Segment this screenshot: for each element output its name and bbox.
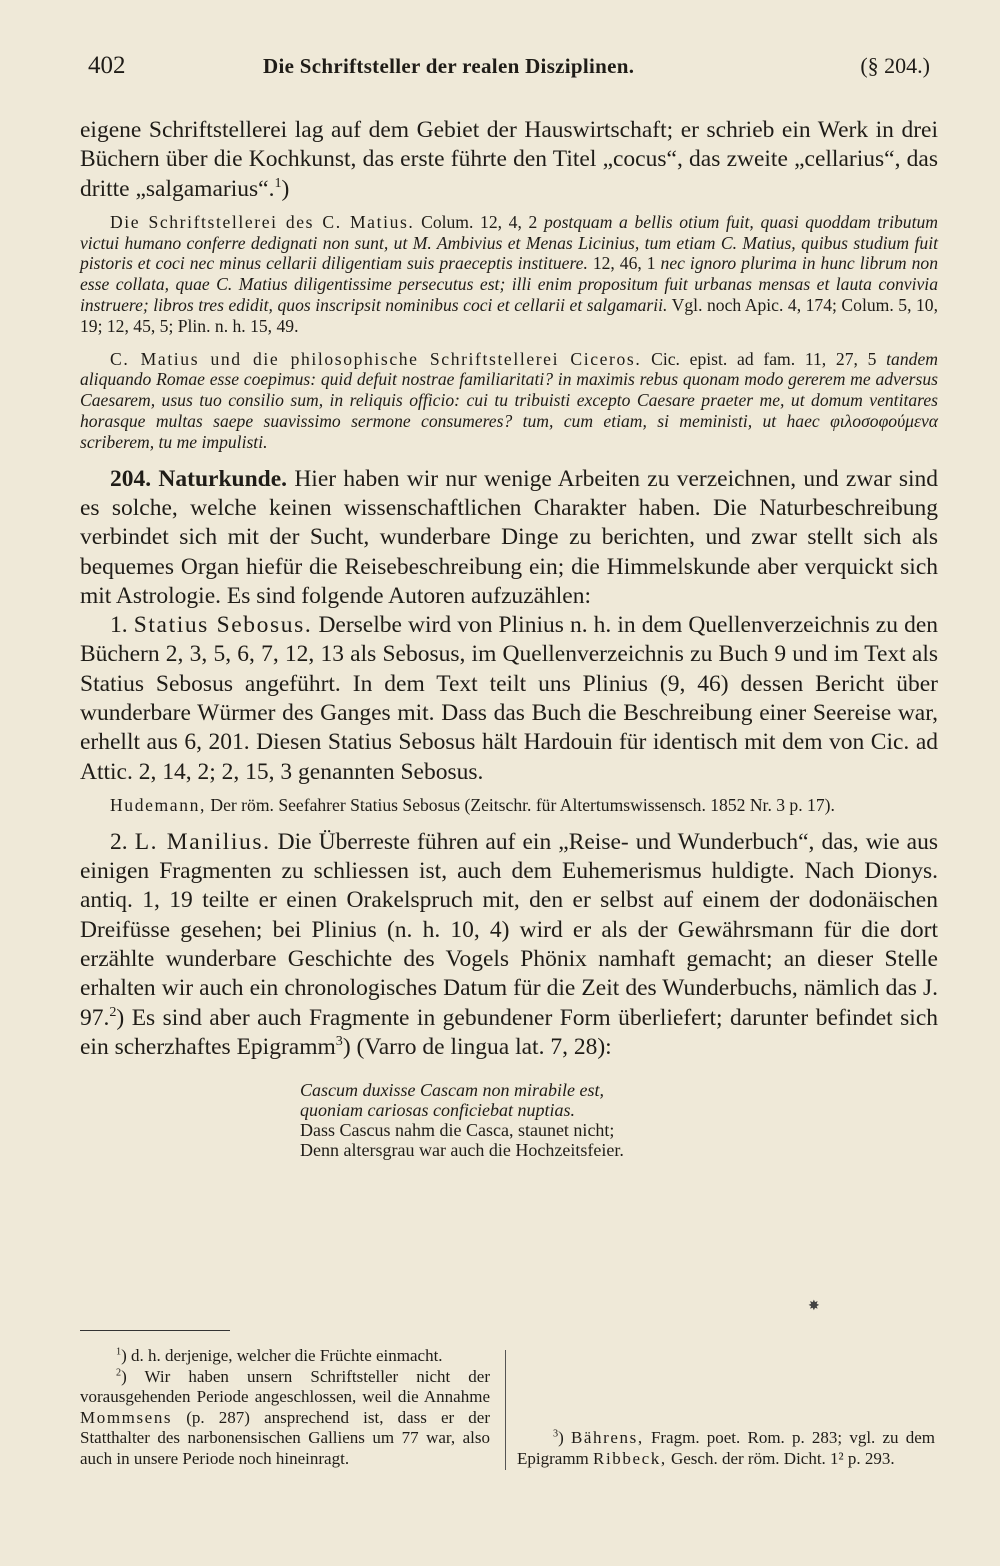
running-header	[88, 52, 930, 88]
verse-line: Denn altersgrau war auch die Hochzeitsfeier.	[300, 1140, 624, 1161]
item-statius-sebosus: 1. Statius Sebosus. Derselbe wird von Plinius n. h. in dem Quellenverzeichnis zu den Büchern 2, 3, 5, 6, 7, 12, 13 als Sebosus, im Quellenverzeichnis zu Buch 9 und im Text als Statius Sebosus angeführt. In dem Text teilt uns Plinius (9, 46) dessen Bericht über wunderbare Würmer des Ganges mit. Dass das Buch die Beschreibung einer Seereise war, erhellt aus 6, 201. Diesen Statius Sebosus hält Hardouin für identisch mit dem von Cic. ad Attic. 2, 14, 2; 2, 15, 3 genannten Sebosus.	[80, 612, 939, 785]
section-reference: (§ 204.)	[860, 53, 930, 78]
verse-line: Dass Cascus nahm die Casca, staunet nicht;	[300, 1120, 615, 1141]
item-l-manilius: 2. L. Manilius. Die Überreste führen auf ein „Reise- und Wunderbuch“, das, wie aus einigen Fragmenten zu schliessen ist, auch dem Euhemerismus huldigte. Nach Dionys. antiq. 1, 19 teilte er einen Orakelspruch mit, den er selbst auf einem der dodonäischen Dreifüsse gesehen; bei Plinius (n. h. 10, 4) wird er als der Gewährsmann für die dort erzählte wunderbare Geschichte des Vogels Phönix namhaft gemacht; an dieser Stelle erhalten wir auch ein chronologisches Datum für die Zeit des Wunderbuchs, nämlich das J. 97.$^2$) Es sind aber auch Fragmente in gebundener Form überliefert; darunter befindet sich ein scherzhaftes Epigramm$^3$) (Varro de lingua lat. 7, 28):	[80, 828, 939, 1060]
footnote-rule	[80, 1330, 230, 1331]
epigram	[300, 1080, 938, 1160]
footnotes-left-column	[80, 1346, 490, 1469]
footnote-1: $^1$) d. h. derjenige, welcher die Früchte einmacht.	[116, 1346, 443, 1365]
section-number: 204.	[110, 465, 152, 492]
page-number: 402	[88, 52, 126, 79]
note-matius-writings: Die Schriftstellerei des C. Matius. Colum. 12, 4, 2 postquam a bellis otium fuit, quasi quoddam tributum victui humano conferre dedignati non sunt, ut M. Ambivius et Menas Licinius, tum etiam C. Matius, quibus studium fuit pistoris et coci nec minus cellarii diligentiam suis praeceptis instituere. 12, 46, 1 nec ignoro plurima in hunc librum non esse collata, quae C. Matius diligentissime persecutus est; illi enim propositum fuit urbanas mensas et lauta convivia instruere; libros tres edidit, quos inscripsit nominibus coci et cellarii et salgamarii. Vgl. noch Apic. 4, 174; Colum. 5, 10, 19; 12, 45, 5; Plin. n. h. 15, 49.	[80, 211, 938, 336]
footnote-ref-1[interactable]: 1	[274, 174, 282, 191]
verse-line: Cascum duxisse Cascam non mirabile est,	[300, 1080, 604, 1101]
section-heading: Naturkunde.	[158, 465, 288, 492]
running-title: Die Schriftsteller der realen Disziplinen.	[263, 54, 635, 78]
note-matius-cicero: C. Matius und die philosophische Schriftstellerei Ciceros. Cic. epist. ad fam. 11, 27, 5 tandem aliquando Romae esse coepimus: quid defuit nostrae familiaritati? in maximis rebus quonam modo gererem me adversus Caesarem, usus tuo consilio sum, in reliquis officio: cui tu tribuisti excepto Caesare praeter me, ut domum ventitares horasque multas saepe suavissimo sermone consumeres? tum, cum etiam, si meministi, ut haec φιλοσοφούμενα scriberem, tu me impulisti.	[80, 348, 938, 452]
reference-hudemann: Hudemann, Der röm. Seefahrer Statius Sebosus (Zeitschr. für Altertumswissensch. 1852 Nr. 3 p. 17).	[110, 794, 835, 815]
verse-line: quoniam cariosas conficiebat nuptias.	[300, 1100, 575, 1121]
intro-paragraph: eigene Schriftstellerei lag auf dem Gebiet der Hauswirtschaft; er schrieb ein Werk in drei Büchern über die Kochkunst, das erste führte den Titel „cocus“, das zweite „cellarius“, das dritte „salgamarius“.$^1$)	[80, 117, 938, 202]
main-text	[80, 116, 938, 1160]
column-divider	[505, 1350, 506, 1470]
footnote-ref-2[interactable]: 2	[109, 1003, 117, 1020]
footnote-2: $^2$) Wir haben unsern Schriftsteller nicht der vorausgehenden Periode angeschlossen, weil die Annahme Mommsens (p. 287) ansprechend ist, dass er der Statthalter des narbonensischen Galliens um 77 war, also auch in unsere Periode noch hineinragt.	[80, 1366, 490, 1468]
footnotes-right-column	[517, 1346, 935, 1469]
ink-mark: ✸	[808, 1299, 820, 1314]
section-204-paragraph: 204. Naturkunde. Hier haben wir nur wenige Arbeiten zu verzeichnen, und zwar sind es solche, welche keinen wissenschaftlichen Charakter haben. Die Naturbeschreibung verbindet sich mit der Sucht, wunderbare Dinge zu berichten, und zwar stellt sich als bequemes Organ hiefür die Reisebeschreibung ein; die Himmelskunde aber verquickt sich mit Astrologie. Es sind folgende Autoren aufzuzählen:	[80, 465, 939, 609]
footnote-ref-3[interactable]: 3	[335, 1032, 343, 1049]
footnote-3: $^3$) Bährens, Fragm. poet. Rom. p. 283; vgl. zu dem Epigramm Ribbeck, Gesch. der röm. Dicht. 1² p. 293.	[517, 1428, 936, 1468]
